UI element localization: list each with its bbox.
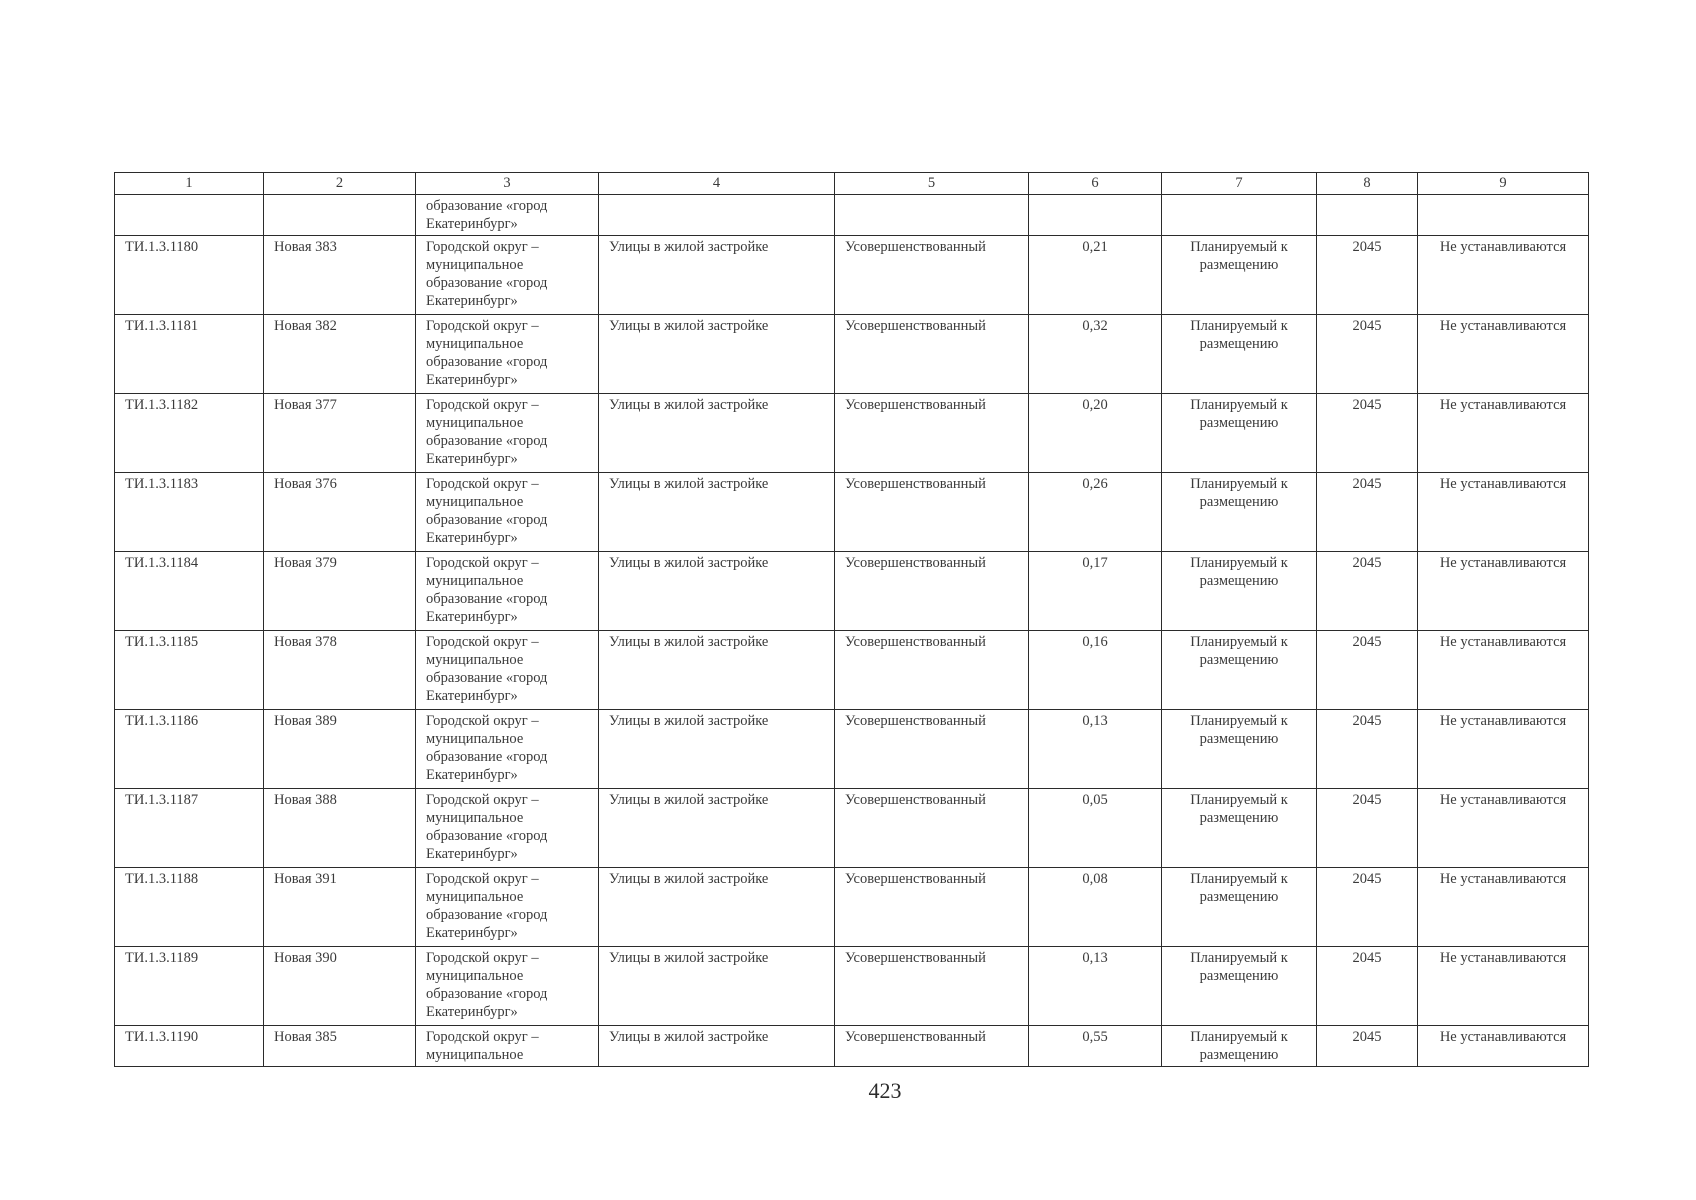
table-cell: Планируемый к размещению <box>1162 868 1317 947</box>
table-cell: 2045 <box>1317 1026 1418 1067</box>
table-cell <box>115 195 264 236</box>
table-cell: ТИ.1.3.1182 <box>115 394 264 473</box>
table-cell: Усовершенствованный <box>835 552 1029 631</box>
table-cell: 2045 <box>1317 394 1418 473</box>
table-cell <box>835 195 1029 236</box>
table-cell: Новая 383 <box>264 236 416 315</box>
table-cell: Не устанавливаются <box>1418 473 1589 552</box>
table-cell: Не устанавливаются <box>1418 236 1589 315</box>
table-cell: Усовершенствованный <box>835 473 1029 552</box>
table-cell: Планируемый к размещению <box>1162 473 1317 552</box>
table-row <box>115 236 1589 315</box>
table-cell: 0,16 <box>1029 631 1162 710</box>
table-cell: Не устанавливаются <box>1418 552 1589 631</box>
table-cell: Усовершенствованный <box>835 631 1029 710</box>
table-cell: Планируемый к размещению <box>1162 1026 1317 1067</box>
column-header: 6 <box>1029 173 1162 195</box>
table-cell: Планируемый к размещению <box>1162 631 1317 710</box>
column-header: 5 <box>835 173 1029 195</box>
table-cell: Не устанавливаются <box>1418 789 1589 868</box>
table-cell: Городской округ – муниципальное образование «город Екатеринбург» <box>416 789 599 868</box>
column-header: 4 <box>599 173 835 195</box>
table-cell: Улицы в жилой застройке <box>599 710 835 789</box>
table-cell: ТИ.1.3.1190 <box>115 1026 264 1067</box>
table-cell: Улицы в жилой застройке <box>599 473 835 552</box>
column-header: 8 <box>1317 173 1418 195</box>
table-cell: ТИ.1.3.1180 <box>115 236 264 315</box>
column-header: 7 <box>1162 173 1317 195</box>
table-body <box>115 195 1589 1067</box>
table-cell: Новая 385 <box>264 1026 416 1067</box>
table-cell: Усовершенствованный <box>835 1026 1029 1067</box>
table-cell: Новая 389 <box>264 710 416 789</box>
table-cell <box>1317 195 1418 236</box>
table-cell: Городской округ – муниципальное образование «город Екатеринбург» <box>416 315 599 394</box>
table-cell: ТИ.1.3.1185 <box>115 631 264 710</box>
table-row <box>115 710 1589 789</box>
table-cell: Новая 382 <box>264 315 416 394</box>
table-cell: Новая 388 <box>264 789 416 868</box>
table-row <box>115 631 1589 710</box>
table-cell: Улицы в жилой застройке <box>599 552 835 631</box>
table-cell: 0,26 <box>1029 473 1162 552</box>
table-cell: Улицы в жилой застройке <box>599 315 835 394</box>
table-cell: 0,13 <box>1029 710 1162 789</box>
continuation-row <box>115 195 1589 236</box>
table-cell: Улицы в жилой застройке <box>599 789 835 868</box>
column-header: 2 <box>264 173 416 195</box>
table-cell: ТИ.1.3.1183 <box>115 473 264 552</box>
table-cell: 2045 <box>1317 236 1418 315</box>
table-cell <box>264 195 416 236</box>
table-row <box>115 947 1589 1026</box>
table-cell: 2045 <box>1317 552 1418 631</box>
table-cell: Планируемый к размещению <box>1162 947 1317 1026</box>
table-cell: ТИ.1.3.1184 <box>115 552 264 631</box>
table-cell: 0,13 <box>1029 947 1162 1026</box>
data-table <box>114 172 1589 1067</box>
table-cell: Новая 390 <box>264 947 416 1026</box>
table-cell: Усовершенствованный <box>835 947 1029 1026</box>
table-cell: 2045 <box>1317 789 1418 868</box>
table-cell: Планируемый к размещению <box>1162 789 1317 868</box>
table-cell: 2045 <box>1317 473 1418 552</box>
table-cell: 0,17 <box>1029 552 1162 631</box>
table-cell: Новая 379 <box>264 552 416 631</box>
table-cell: 2045 <box>1317 631 1418 710</box>
table-cell: Планируемый к размещению <box>1162 315 1317 394</box>
table-row <box>115 473 1589 552</box>
table-cell: Городской округ – муниципальное образование «город Екатеринбург» <box>416 236 599 315</box>
table-cell: Планируемый к размещению <box>1162 236 1317 315</box>
table-cell: Улицы в жилой застройке <box>599 394 835 473</box>
table-cell: Не устанавливаются <box>1418 394 1589 473</box>
table-cell: 2045 <box>1317 868 1418 947</box>
table-cell: Новая 391 <box>264 868 416 947</box>
table-cell: Усовершенствованный <box>835 868 1029 947</box>
table-cell: Планируемый к размещению <box>1162 710 1317 789</box>
table-cell <box>1162 195 1317 236</box>
table-cell: Новая 378 <box>264 631 416 710</box>
table-row <box>115 552 1589 631</box>
table-cell: Не устанавливаются <box>1418 1026 1589 1067</box>
table-row <box>115 1026 1589 1067</box>
page-number: 423 <box>868 1078 902 1103</box>
table-cell: Не устанавливаются <box>1418 947 1589 1026</box>
table-cell: 0,55 <box>1029 1026 1162 1067</box>
table-cell: Планируемый к размещению <box>1162 552 1317 631</box>
table-cell: Не устанавливаются <box>1418 315 1589 394</box>
table-cell: 2045 <box>1317 947 1418 1026</box>
table-cell: Новая 376 <box>264 473 416 552</box>
table-row <box>115 868 1589 947</box>
table-cell: Улицы в жилой застройке <box>599 1026 835 1067</box>
table-cell: Улицы в жилой застройке <box>599 868 835 947</box>
table-cell: Усовершенствованный <box>835 789 1029 868</box>
table-cell: ТИ.1.3.1189 <box>115 947 264 1026</box>
table-cell: Планируемый к размещению <box>1162 394 1317 473</box>
table-cell: Городской округ – муниципальное образование «город Екатеринбург» <box>416 394 599 473</box>
table-cell: 2045 <box>1317 710 1418 789</box>
table-cell: Городской округ – муниципальное образование «город Екатеринбург» <box>416 868 599 947</box>
column-header: 9 <box>1418 173 1589 195</box>
table-cell: Не устанавливаются <box>1418 868 1589 947</box>
table-cell: Городской округ – муниципальное <box>416 1026 599 1067</box>
table-cell <box>1418 195 1589 236</box>
table-cell: Городской округ – муниципальное образование «город Екатеринбург» <box>416 710 599 789</box>
table-cell: ТИ.1.3.1186 <box>115 710 264 789</box>
column-header: 1 <box>115 173 264 195</box>
table-row <box>115 394 1589 473</box>
table-cell: Не устанавливаются <box>1418 710 1589 789</box>
table-cell: Новая 377 <box>264 394 416 473</box>
table-cell: Улицы в жилой застройке <box>599 947 835 1026</box>
table-cell: Не устанавливаются <box>1418 631 1589 710</box>
table-cell: Усовершенствованный <box>835 710 1029 789</box>
header-row <box>115 173 1589 195</box>
table-cell: 0,20 <box>1029 394 1162 473</box>
table-cell: образование «город Екатеринбург» <box>416 195 599 236</box>
table-cell: Усовершенствованный <box>835 315 1029 394</box>
table-cell: 0,08 <box>1029 868 1162 947</box>
table-row <box>115 315 1589 394</box>
table-cell: Усовершенствованный <box>835 236 1029 315</box>
table-cell: Улицы в жилой застройке <box>599 631 835 710</box>
table-cell: ТИ.1.3.1181 <box>115 315 264 394</box>
table-cell: Городской округ – муниципальное образование «город Екатеринбург» <box>416 473 599 552</box>
column-header: 3 <box>416 173 599 195</box>
table-cell: Городской округ – муниципальное образование «город Екатеринбург» <box>416 947 599 1026</box>
table-cell <box>599 195 835 236</box>
table-cell: Городской округ – муниципальное образование «город Екатеринбург» <box>416 631 599 710</box>
table-cell: Городской округ – муниципальное образование «город Екатеринбург» <box>416 552 599 631</box>
table-cell <box>1029 195 1162 236</box>
table-cell: Улицы в жилой застройке <box>599 236 835 315</box>
table-cell: ТИ.1.3.1187 <box>115 789 264 868</box>
table-cell: 0,05 <box>1029 789 1162 868</box>
table-cell: 0,21 <box>1029 236 1162 315</box>
table-row <box>115 789 1589 868</box>
table-cell: Усовершенствованный <box>835 394 1029 473</box>
table-cell: 2045 <box>1317 315 1418 394</box>
table-cell: ТИ.1.3.1188 <box>115 868 264 947</box>
table-cell: 0,32 <box>1029 315 1162 394</box>
